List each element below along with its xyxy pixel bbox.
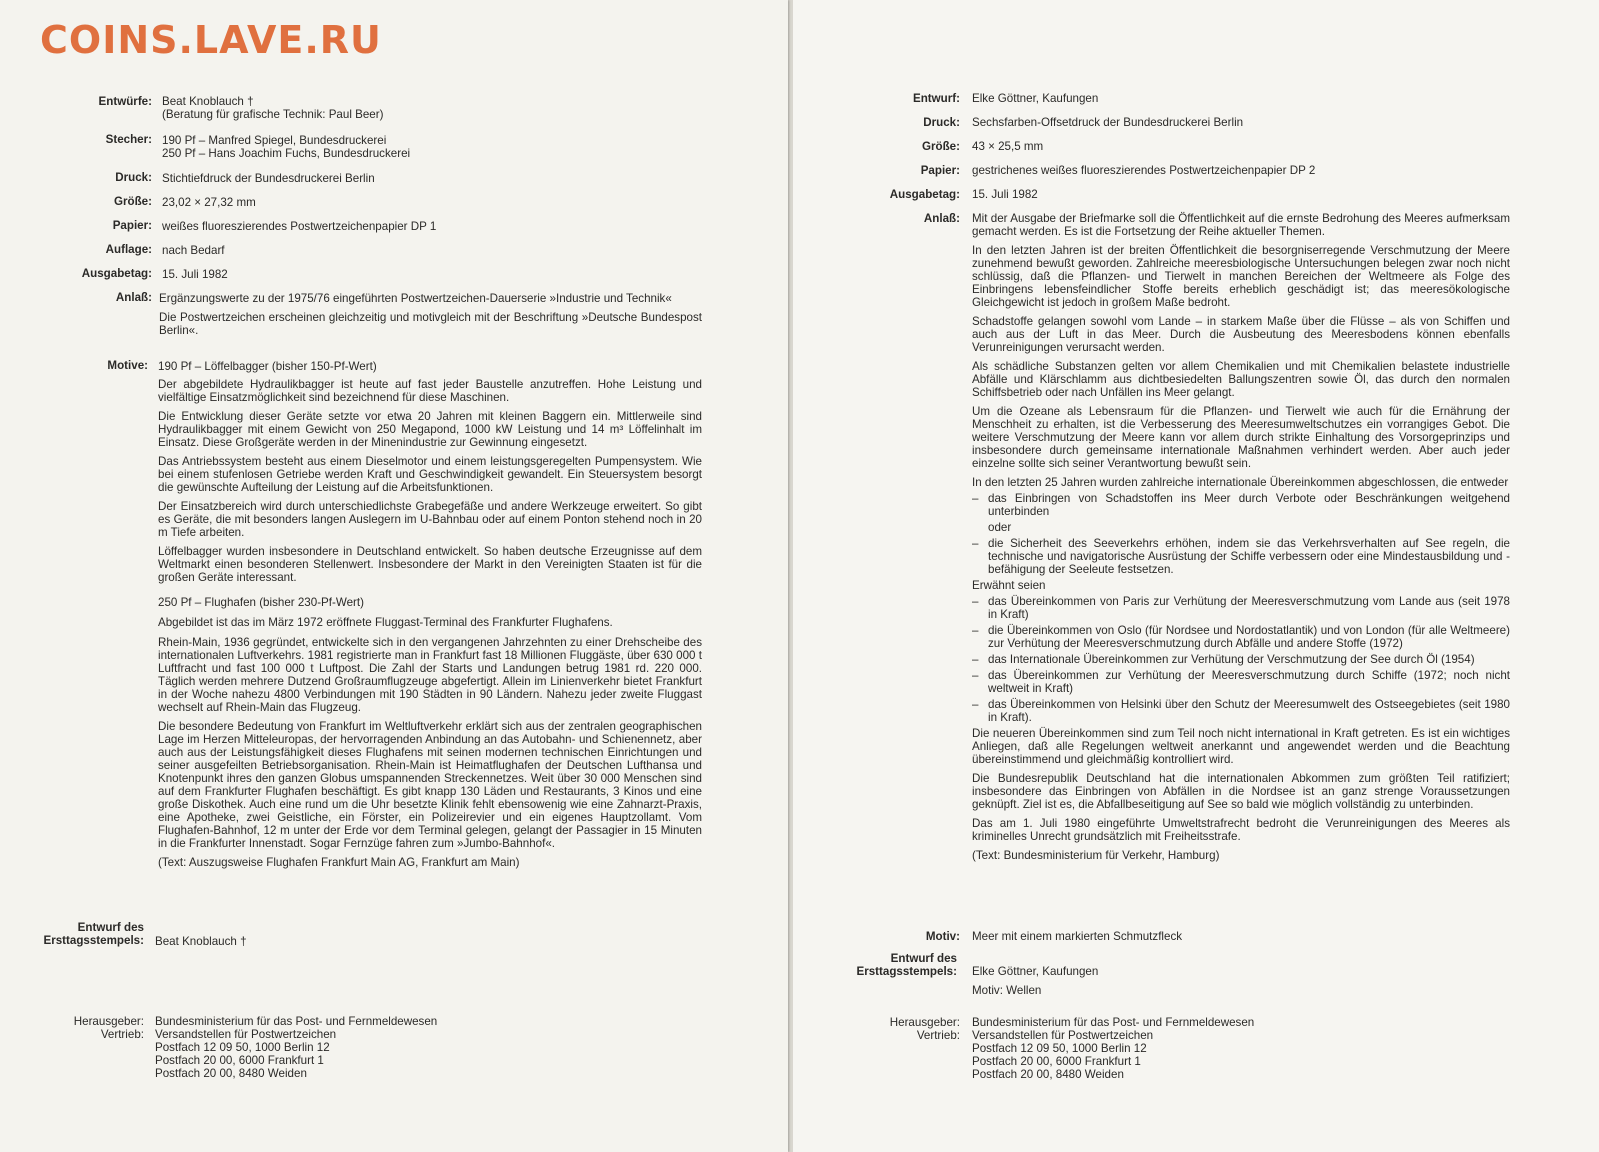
anlass-text: Ergänzungswerte zu der 1975/76 eingeführten Postwertzeichen-Dauerserie »Industrie und Technik« Die Postwertzeichen erscheinen gleichzeitig und motivgleich mit der Beschriftung »Deutsche Bundespost Berlin«.: [159, 292, 702, 337]
groesse-label-right: Größe:: [921, 140, 960, 153]
ersttag-label-right: Entwurf des Ersttagsstempels:: [856, 952, 957, 978]
papier-value: weißes fluoreszierendes Postwertzeichenpapier DP 1: [162, 220, 437, 233]
groesse-value: 23,02 × 27,32 mm: [162, 196, 256, 209]
auflage-value: nach Bedarf: [162, 244, 225, 257]
publisher-address-right: Bundesministerium für das Post- und Fernmeldewesen Versandstellen für Postwertzeichen Postfach 12 09 50, 1000 Berlin 12 Postfach 20 00, 6000 Frankfurt 1 Postfach 20 00, 8480 Weiden: [972, 1016, 1255, 1081]
papier-label-right: Papier:: [920, 164, 960, 177]
entwuerfe-value: Beat Knoblauch † (Beratung für grafische Technik: Paul Beer): [162, 95, 384, 121]
watermark: COINS.LAVE.RU: [40, 18, 382, 62]
druck-value: Stichtiefdruck der Bundesdruckerei Berlin: [162, 172, 375, 185]
ersttag-value-right: Elke Göttner, Kaufungen Motiv: Wellen: [972, 965, 1099, 997]
publisher-label-right: Herausgeber: Vertrieb:: [889, 1016, 960, 1042]
ersttag-label: Entwurf des Ersttagsstempels:: [43, 921, 144, 947]
entwurf-value: Elke Göttner, Kaufungen: [972, 92, 1099, 105]
motiv-value-right: Meer mit einem markierten Schmutzfleck: [972, 930, 1183, 943]
publisher-label: Herausgeber: Vertrieb:: [73, 1015, 144, 1041]
anlass-label: Anlaß:: [115, 291, 152, 304]
anlass-label-right: Anlaß:: [923, 212, 960, 225]
ausgabetag-value: 15. Juli 1982: [162, 268, 228, 281]
anlass-text-right: Mit der Ausgabe der Briefmarke soll die Öffentlichkeit auf die ernste Bedrohung des Meeres aufmerksam gemacht werden. Es ist die Fortsetzung der Reihe aktueller Themen. In den letzten Jahren ist der breiten Öffentlichkeit die besorgniserregende Verschmutzung der Meere zunehmend bewußt geworden. Zahlreiche meeresbiologische Untersuchungen belegen zwar noch nicht schlüssig, daß die Pflanzen- und Tierwelt in manchen Bereichen der Weltmeere als Folge des Einbringens lebensfeindlicher Stoffe bereits erheblich geschädigt ist; das meeresökologische Gleichgewicht ist jedoch in großem Maße bedroht. Schadstoffe gelangen sowohl vom Lande – in starkem Maße über die Flüsse – als von Schiffen und auch aus der Luft in das Meer. Durch die Ausbeutung des Meeresbodens können ebenfalls Verunreinigungen verursacht werden. Als schädliche Substanzen gelten vor allem Chemikalien und mit Chemikalien belastete industrielle Abfälle und Klärschlamm aus dichtbesiedelten Ballungszentren sowie Öl, das durch den normalen Schiffsbetrieb oder nach Unfällen ins Meer gelangt. Um die Ozeane als Lebensraum für die Pflanzen- und Tierwelt wie auch für die Ernährung der Menschheit zu erhalten, ist die Verbesserung des Meeresumweltschutzes ein vorrangiges Gebot. Die weitere Verschmutzung der Meere kann vor allem durch strikte Einhaltung des Vorsorgeprinzips und insbesondere durch gemeinsame internationale Maßnahmen verhindert werden. Aber auch jeder einzelne sollte sich seiner Verantwortung bewußt sein. In den letzten 25 Jahren wurden zahlreiche internationale Übereinkommen abgeschlossen, die entweder – das Einbringen von Schadstoffen ins Meer durch Verbote oder Beschränkungen weitgehend unterbinden oder – die Sicherheit des Seeverkehrs erhöhen, indem sie das Verkehrsverhalten auf See regeln, die technische und navigatorische Ausrüstung der Schiffe verbessern oder eine Mindestausbildung und -befähigung der Seeleute festsetzen. Erwähnt seien – das Übereinkommen von Paris zur Verhütung der Meeresverschmutzung vom Lande aus (seit 1978 in Kraft) – die Übereinkommen von Oslo (für Nordsee und Nordostatlantik) und von London (für alle Weltmeere) zur Verhütung der Meeresverschmutzung durch Abfälle und andere Stoffe (1972) – das Internationale Übereinkommen zur Verhütung der Verschmutzung der See durch Öl (1954) – das Übereinkommen zur Verhütung der Meeresverschmutzung durch Schiffe (1972; noch nicht weltweit in Kraft) – das Übereinkommen von Helsinki über den Schutz der Meeresumwelt des Ostseegebietes (seit 1980 in Kraft). Die neueren Übereinkommen sind zum Teil noch nicht international in Kraft getreten. Es ist ein wichtiges Anliegen, daß alle Regelungen weltweit anerkannt und angewendet werden und die Beachtung übereinstimmend und gleichmäßig kontrolliert wird. Die Bundesrepublik Deutschland hat die internationalen Abkommen zum größten Teil ratifiziert; insbesondere das Einbringen von Abfällen in die Nordsee ist an ganz strenge Voraussetzungen geknüpft. Ziel ist es, die Abfallbeseitigung auf See so bald wie möglich vollständig zu unterbinden. Das am 1. Juli 1980 eingeführte Umweltstrafrecht bedroht die Verunreinigungen des Meeres als kriminelles Unrecht grundsätzlich mit Freiheitsstrafe. (Text: Bundesministerium für Verkehr, Hamburg): [972, 212, 1510, 868]
entwurf-label: Entwurf:: [912, 92, 960, 105]
ausgabetag-label-right: Ausgabetag:: [889, 188, 960, 201]
left-sheet: [0, 0, 788, 1152]
stecher-label: Stecher:: [105, 133, 152, 146]
stecher-value: 190 Pf – Manfred Spiegel, Bundesdruckerei 250 Pf – Hans Joachim Fuchs, Bundesdruckerei: [162, 134, 411, 160]
druck-label: Druck:: [115, 171, 152, 184]
auflage-label: Auflage:: [105, 243, 152, 256]
motiv-label-right: Motiv:: [925, 930, 960, 943]
entwuerfe-label: Entwürfe:: [98, 95, 152, 108]
papier-value-right: gestrichenes weißes fluoreszierendes Postwertzeichenpapier DP 2: [972, 164, 1316, 177]
groesse-label: Größe:: [113, 195, 152, 208]
groesse-value-right: 43 × 25,5 mm: [972, 140, 1044, 153]
right-sheet: [793, 0, 1599, 1152]
ersttag-value: Beat Knoblauch †: [155, 935, 247, 948]
druck-label-right: Druck:: [923, 116, 960, 129]
publisher-address: Bundesministerium für das Post- und Fernmeldewesen Versandstellen für Postwertzeichen Postfach 12 09 50, 1000 Berlin 12 Postfach 20 00, 6000 Frankfurt 1 Postfach 20 00, 8480 Weiden: [155, 1015, 438, 1080]
druck-value-right: Sechsfarben-Offsetdruck der Bundesdruckerei Berlin: [972, 116, 1244, 129]
papier-label: Papier:: [112, 219, 152, 232]
motive-label: Motive:: [107, 359, 148, 372]
ausgabetag-value-right: 15. Juli 1982: [972, 188, 1038, 201]
motive-text: 190 Pf – Löffelbagger (bisher 150-Pf-Wert) Der abgebildete Hydraulikbagger ist heute auf fast jeder Baustelle anzutreffen. Hohe Leistung und vielfältige Einsatzmöglichkeit sind bezeichnend für diese Maschinen. Die Entwicklung dieser Geräte setzte vor etwa 20 Jahren mit kleinen Baggern ein. Mittlerweile sind Hydraulikbagger mit einem Gewicht von 250 Megapond, 1000 kW Leistung und 14 m³ Löffelinhalt im Einsatz. Diese Großgeräte werden in der Minenindustrie zur Gewinnung eingesetzt. Das Antriebssystem besteht aus einem Dieselmotor und einem leistungsgeregelten Pumpensystem. Wie bei einem stufenlosen Getriebe werden Kraft und Geschwindigkeit gewandelt. Ein Steuersystem besorgt die gewünschte Aufteilung der Leistung auf die Arbeitsfunktionen. Der Einsatzbereich wird durch unterschiedlichste Grabegefäße und andere Werkzeuge erweitert. So gibt es Geräte, die mit besonders langen Auslegern im U-Bahnbau oder auf einem Ponton stehend noch in 20 m Tiefe arbeiten. Löffelbagger wurden insbesondere in Deutschland entwickelt. So haben deutsche Erzeugnisse auf dem Weltmarkt einen besonderen Stellenwert. Insbesondere der Markt in den Vereinigten Staaten ist für die großen Geräte interessant. 250 Pf – Flughafen (bisher 230-Pf-Wert) Abgebildet ist das im März 1972 eröffnete Fluggast-Terminal des Frankfurter Flughafens. Rhein-Main, 1936 gegründet, entwickelte sich in den vergangenen Jahrzehnten zu einer Drehscheibe des internationalen Luftverkehrs. 1981 registrierte man in Frankfurt fast 18 Millionen Fluggäste, über 630 000 t Luftfracht und fast 100 000 t Luftpost. Die Zahl der Starts und Landungen betrug 1981 rd. 220 000. Täglich werden mehrere Dutzend Großraumflugzeuge abgefertigt. Allein im Linienverkehr bietet Frankfurt in der Woche nahezu 4800 Verbindungen mit 190 Städten in 90 Ländern. Nahezu jeder zweite Fluggast wechselt auf Rhein-Main das Flugzeug. Die besondere Bedeutung von Frankfurt im Weltluftverkehr erklärt sich aus der zentralen geographischen Lage im Herzen Mitteleuropas, der hervorragenden Anbindung an das Autobahn- und Schienennetz, aber auch aus der Leistungsfähigkeit dieses Flughafens mit seinen modernen technischen Einrichtungen und seiner ausgefeilten Betriebsorganisation. Rhein-Main ist Heimatflughafen der Deutschen Lufthansa und Knotenpunkt ihres den ganzen Globus umspannenden Streckennetzes. Weit über 30 000 Menschen sind auf dem Frankfurter Flughafen beschäftigt. Es gibt knapp 130 Läden und Restaurants, 3 Kinos und eine große Diskothek. Auch eine rund um die Uhr besetzte Klinik fehlt ebensowenig wie eine Zahnarzt-Praxis, eine Apotheke, zwei Geistliche, ein Förster, ein Polizeirevier und ein eigenes Hauptzollamt. Vom Flughafen-Bahnhof, 12 m unter der Erde vor dem Terminal gelegen, gelangt der Passagier in 15 Minuten in die Frankfurter Innenstadt. Sogar Fernzüge fahren zum »Jumbo-Bahnhof«. (Text: Auszugsweise Flughafen Frankfurt Main AG, Frankfurt am Main): [158, 360, 702, 869]
ausgabetag-label: Ausgabetag:: [81, 267, 152, 280]
